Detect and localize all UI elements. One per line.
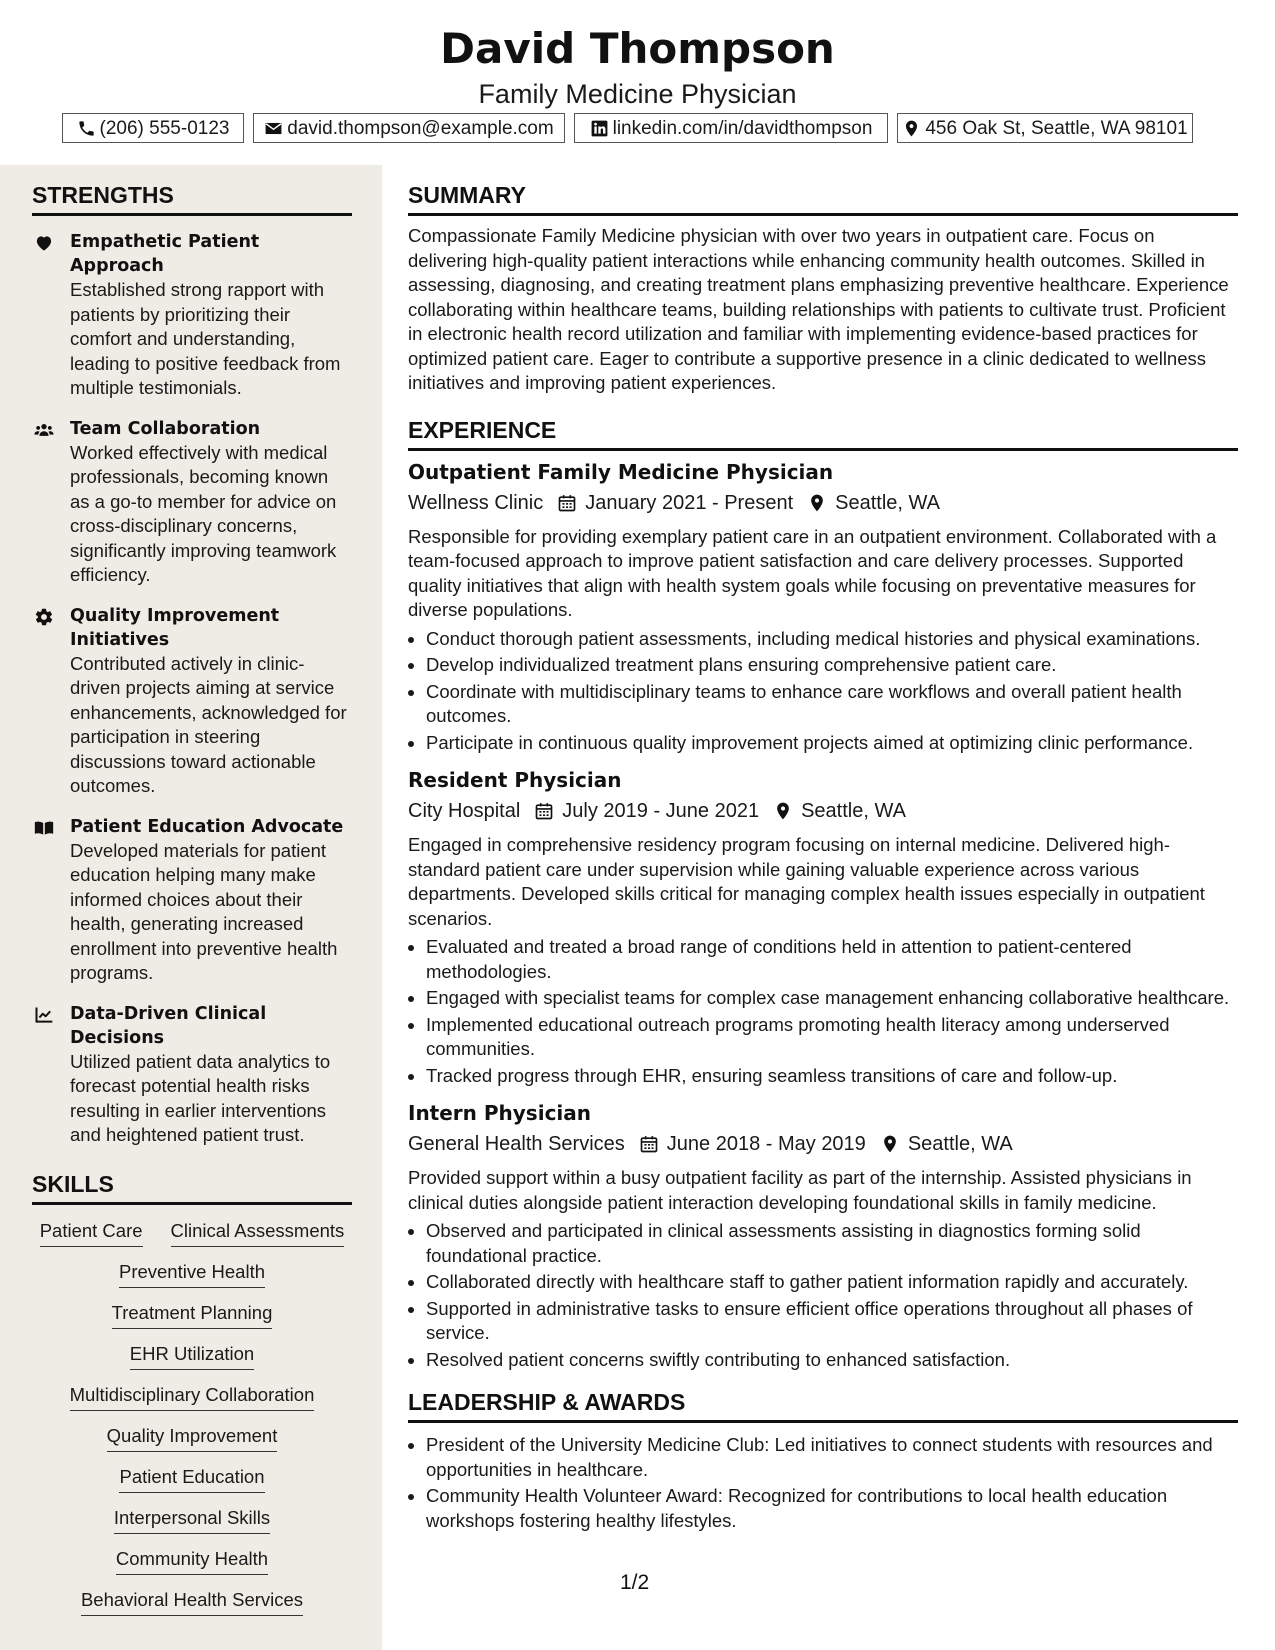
skills-heading: SKILLS xyxy=(32,1170,352,1205)
job-description: Responsible for providing exemplary patient care in an outpatient environment. Collaborated with a team-focused approach to improve patient satisfaction and care delivery processes. Supported quality initiatives that align with health system goals while focusing on preventative measures for diverse populations. xyxy=(408,525,1217,620)
job-title: Resident Physician xyxy=(408,768,622,792)
skill-tag: EHR Utilization xyxy=(130,1342,254,1370)
strength-item xyxy=(32,604,352,799)
book-open-icon xyxy=(34,818,54,838)
list-item: • Supported in administrative tasks to ensure efficient office operations throughout all phases of service. xyxy=(426,1297,1238,1346)
job-meta xyxy=(408,1130,1238,1158)
users-icon xyxy=(34,420,54,440)
skill-tag: Treatment Planning xyxy=(112,1301,273,1329)
strength-desc: Established strong rapport with patients by prioritizing their comfort and understanding, leading to positive feedback from multiple testimonials. xyxy=(70,279,341,398)
sidebar xyxy=(0,165,382,1650)
strength-desc: Utilized patient data analytics to forecast potential health risks resulting in earlier interventions and heightened patient trust. xyxy=(70,1050,331,1145)
job-meta xyxy=(408,797,1238,825)
list-item: • Community Health Volunteer Award: Recognized for contributions to local health education workshops fostering healthy lifestyles. xyxy=(426,1484,1238,1533)
strength-title: Team Collaboration xyxy=(70,418,261,439)
contact-phone-text: (206) 555-0123 xyxy=(99,117,230,139)
list-item: • Collaborated directly with healthcare staff to gather patient information rapidly and accurately. xyxy=(426,1270,1238,1295)
skill-row xyxy=(32,1260,352,1288)
main-content xyxy=(408,165,1238,1535)
list-item: • Develop individualized treatment plans ensuring comprehensive patient care. xyxy=(426,653,1238,678)
job-meta xyxy=(408,489,1238,517)
list-item: • Conduct thorough patient assessments, including medical histories and physical examinations. xyxy=(426,627,1238,652)
skill-tag: Behavioral Health Services xyxy=(81,1588,303,1616)
skill-row xyxy=(32,1219,352,1247)
skill-row xyxy=(32,1383,352,1411)
summary-heading: SUMMARY xyxy=(408,181,1238,216)
strength-item xyxy=(32,417,352,588)
strength-title: Empathetic Patient Approach xyxy=(70,232,260,276)
heart-icon xyxy=(34,233,54,253)
skill-tag: Patient Education xyxy=(119,1465,264,1493)
job-title: Outpatient Family Medicine Physician xyxy=(408,459,834,484)
strength-item xyxy=(32,230,352,401)
skill-row xyxy=(32,1547,352,1575)
job-location: Seattle, WA xyxy=(801,800,906,822)
contact-address xyxy=(897,113,1193,143)
list-item: • Participate in continuous quality improvement projects aimed at optimizing clinic performance. xyxy=(426,731,1238,756)
job-dates: January 2021 - Present xyxy=(585,491,794,514)
chart-line-icon xyxy=(34,1005,54,1025)
contact-linkedin-text: linkedin.com/in/davidthompson xyxy=(612,117,873,139)
strength-item xyxy=(32,815,352,986)
job-entry xyxy=(408,767,1238,1088)
job-dates: July 2019 - June 2021 xyxy=(562,800,760,822)
experience-heading: EXPERIENCE xyxy=(408,416,1238,451)
job-bullets xyxy=(408,935,1238,1088)
list-item: • Engaged with specialist teams for complex case management enhancing collaborative healthcare. xyxy=(426,986,1238,1011)
contact-linkedin[interactable] xyxy=(574,113,888,143)
strength-desc: Worked effectively with medical professionals, becoming known as a go-to member for advice on cross-disciplinary concerns, significantly improving teamwork efficiency. xyxy=(70,441,337,585)
skill-row xyxy=(32,1424,352,1452)
page-number: 1/2 xyxy=(620,1571,650,1594)
job-entry xyxy=(408,1100,1238,1372)
gear-icon xyxy=(34,607,54,627)
strengths-heading: STRENGTHS xyxy=(32,181,352,216)
skill-tag: Quality Improvement xyxy=(107,1424,278,1452)
job-org: General Health Services xyxy=(408,1133,625,1155)
job-location: Seattle, WA xyxy=(835,491,940,514)
job-title: Intern Physician xyxy=(408,1101,592,1125)
skill-row xyxy=(32,1342,352,1370)
list-item: • Tracked progress through EHR, ensuring seamless transitions of care and follow-up. xyxy=(426,1064,1238,1089)
skill-row xyxy=(32,1588,352,1616)
strength-title: Quality Improvement Initiatives xyxy=(70,605,280,650)
awards-list xyxy=(408,1433,1238,1533)
contact-address-text: 456 Oak St, Seattle, WA 98101 xyxy=(925,117,1188,139)
summary-text: Compassionate Family Medicine physician with over two years in outpatient care. Focus on delivering high-quality patient interactions while enhancing community health outcomes. Skilled in assessing, diagnosing, and creating treatment plans emphasizing preventive healthcare. Experience collaborating within healthcare teams, building relationships with patients to cultivate trust. Proficient in electronic health record utilization and familiar with implementing evidence-based practices for optimized patient care. Eager to contribute a supportive presence in a clinic dedicated to wellness initiatives and improving patient experiences. xyxy=(408,225,1229,393)
job-org: Wellness Clinic xyxy=(408,491,544,514)
skill-tag: Preventive Health xyxy=(119,1260,265,1288)
list-item: • Implemented educational outreach programs promoting health literacy among underserved communities. xyxy=(426,1013,1238,1062)
contact-email[interactable] xyxy=(253,113,565,143)
skills-list xyxy=(32,1219,352,1616)
strength-desc: Developed materials for patient education helping many make informed choices about their health, generating increased enrollment into preventive health programs. xyxy=(70,839,338,983)
calendar-icon xyxy=(639,1134,659,1154)
calendar-icon xyxy=(557,493,577,513)
candidate-role: Family Medicine Physician xyxy=(478,79,797,109)
job-bullets xyxy=(408,627,1238,756)
job-location: Seattle, WA xyxy=(907,1133,1013,1155)
job-bullets xyxy=(408,1219,1238,1372)
candidate-name: David Thompson xyxy=(440,24,835,73)
list-item: • Observed and participated in clinical assessments assisting in diagnostics forming solid foundational practice. xyxy=(426,1219,1238,1268)
job-org: City Hospital xyxy=(408,800,521,822)
job-entry xyxy=(408,459,1238,756)
strengths-list xyxy=(32,230,352,1148)
skill-tag: Community Health xyxy=(116,1547,268,1575)
skill-row xyxy=(32,1301,352,1329)
strength-item xyxy=(32,1002,352,1148)
list-item: • Coordinate with multidisciplinary teams to enhance care workflows and overall patient health outcomes. xyxy=(426,680,1238,729)
job-description: Provided support within a busy outpatient facility as part of the internship. Assisted physicians in clinical duties alongside patient interaction developing foundational skills in family medicine. xyxy=(408,1167,1192,1213)
strength-title: Patient Education Advocate xyxy=(70,816,344,837)
strength-desc: Contributed actively in clinic-driven projects aiming at service enhancements, acknowledged for participation in steering discussions toward actionable outcomes. xyxy=(70,652,347,796)
resume-header xyxy=(0,20,1275,110)
strength-title: Data-Driven Clinical Decisions xyxy=(70,1003,267,1048)
map-pin-icon xyxy=(902,119,921,138)
calendar-icon xyxy=(534,801,554,821)
list-item: • Resolved patient concerns swiftly contributing to enhanced satisfaction. xyxy=(426,1348,1238,1373)
list-item: • Evaluated and treated a broad range of conditions held in attention to patient-centered methodologies. xyxy=(426,935,1238,984)
skill-tag: Interpersonal Skills xyxy=(114,1506,270,1534)
contact-email-text: david.thompson@example.com xyxy=(287,117,554,139)
skill-tag: Patient Care xyxy=(40,1219,143,1247)
contact-phone[interactable] xyxy=(62,113,244,143)
skill-row xyxy=(32,1465,352,1493)
map-pin-icon xyxy=(773,801,793,821)
phone-icon xyxy=(77,119,96,138)
linkedin-icon xyxy=(590,119,609,138)
envelope-icon xyxy=(264,119,283,138)
job-description: Engaged in comprehensive residency program focusing on internal medicine. Delivered high-standard patient care under supervision while gaining valuable experience across various departments. Developed skills critical for managing complex health issues especially in outpatient scenarios. xyxy=(408,834,1205,929)
skill-tag: Multidisciplinary Collaboration xyxy=(70,1383,315,1411)
awards-heading: LEADERSHIP & AWARDS xyxy=(408,1388,1238,1423)
map-pin-icon xyxy=(880,1134,900,1154)
skill-tag: Clinical Assessments xyxy=(171,1219,345,1247)
list-item: • President of the University Medicine Club: Led initiatives to connect students with resources and opportunities in healthcare. xyxy=(426,1433,1238,1482)
map-pin-icon xyxy=(807,493,827,513)
skill-row xyxy=(32,1506,352,1534)
job-dates: June 2018 - May 2019 xyxy=(666,1133,866,1155)
